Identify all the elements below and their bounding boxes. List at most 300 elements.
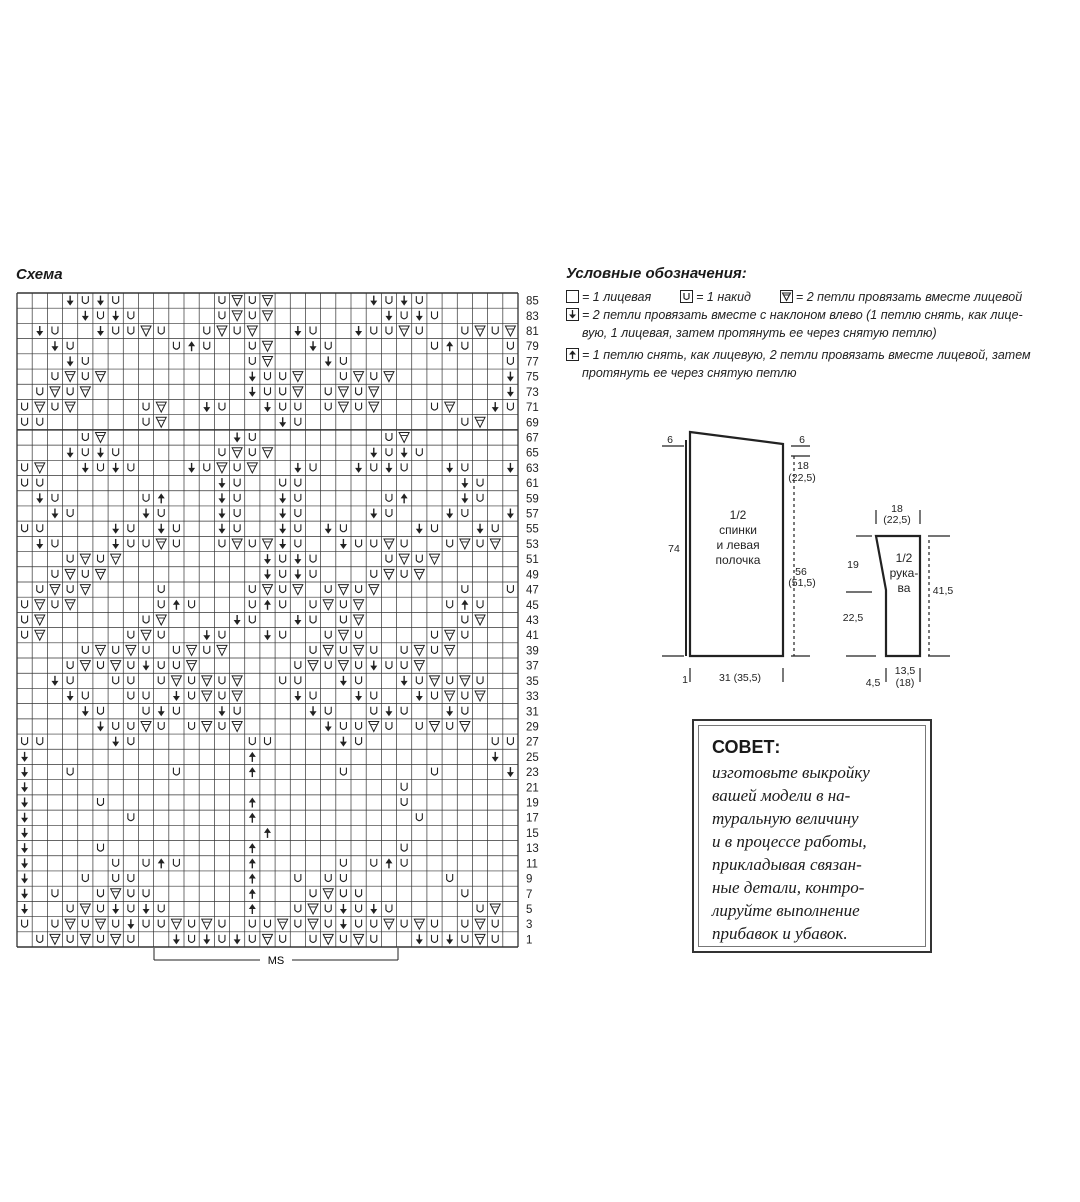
- legend-yarn-over-text: = 1 накид: [696, 290, 751, 304]
- sleeve-dim-cuff-alt: (18): [895, 677, 915, 689]
- skp-down-arrow-mark: [21, 843, 28, 853]
- yarn-over-mark: [371, 920, 377, 928]
- skp-down-arrow-mark: [264, 630, 271, 640]
- yarn-over-mark: [98, 935, 104, 943]
- yarn-over-mark: [325, 631, 331, 639]
- yarn-over-mark: [98, 463, 104, 471]
- yarn-over-mark: [158, 509, 164, 517]
- k2tog-mark: [354, 372, 364, 382]
- yarn-over-mark: [462, 920, 468, 928]
- tip-heading: СОВЕТ:: [712, 737, 781, 757]
- k2tog-mark: [65, 569, 75, 579]
- row-number-label: 23: [526, 767, 539, 780]
- yarn-over-mark: [173, 539, 179, 547]
- back-dim-shoulder-alt: (22,5): [788, 472, 816, 484]
- yarn-over-mark: [507, 737, 513, 745]
- yarn-over-mark: [507, 585, 513, 593]
- skp-down-arrow-mark: [492, 752, 499, 762]
- yarn-over-mark: [401, 707, 407, 715]
- yarn-over-mark: [128, 661, 134, 669]
- tip-line: вашей модели в на-: [712, 786, 851, 805]
- k2tog-mark: [384, 569, 394, 579]
- skp-down-arrow-mark: [294, 615, 301, 625]
- cdd-up-arrow-mark: [461, 600, 468, 610]
- yarn-over-mark: [386, 494, 392, 502]
- k2tog-mark: [414, 645, 424, 655]
- skp-down-arrow-mark: [340, 904, 347, 914]
- skp-down-arrow-mark: [21, 828, 28, 838]
- k2tog-mark: [323, 600, 333, 610]
- k2tog-mark: [338, 387, 348, 397]
- yarn-over-mark: [173, 768, 179, 776]
- skp-down-arrow-mark: [36, 326, 43, 336]
- k2tog-mark: [156, 539, 166, 549]
- skp-down-arrow-mark: [112, 539, 119, 549]
- yarn-over-mark: [416, 722, 422, 730]
- skp-down-arrow-mark: [21, 752, 28, 762]
- skp-down-arrow-mark: [234, 934, 241, 944]
- k2tog-mark: [156, 402, 166, 412]
- k2tog-mark: [263, 934, 273, 944]
- yarn-over-mark: [356, 631, 362, 639]
- yarn-over-mark: [401, 844, 407, 852]
- tip-box: [692, 719, 932, 953]
- yarn-over-mark: [82, 372, 88, 380]
- yarn-over-mark: [310, 600, 316, 608]
- cdd-up-arrow-mark: [249, 752, 256, 762]
- k2tog-mark: [445, 691, 455, 701]
- yarn-over-mark: [401, 783, 407, 791]
- k2tog-mark: [247, 326, 257, 336]
- yarn-over-mark: [462, 631, 468, 639]
- legend-skp-text-1: = 2 петли провязать вместе с наклоном влево (1 петлю снять, как лице-: [582, 308, 1023, 322]
- skp-down-arrow-mark: [279, 493, 286, 503]
- yarn-over-mark: [401, 539, 407, 547]
- yarn-over-mark: [82, 296, 88, 304]
- yarn-over-mark: [249, 920, 255, 928]
- yarn-over-mark: [295, 676, 301, 684]
- skp-down-arrow-mark: [97, 721, 104, 731]
- yarn-over-mark: [280, 372, 286, 380]
- yarn-over-mark: [356, 889, 362, 897]
- legend-k2tog-text: = 2 петли провязать вместе лицевой: [795, 290, 1023, 304]
- skp-down-arrow-mark: [51, 676, 58, 686]
- k2tog-mark: [111, 934, 121, 944]
- yarn-over-mark: [295, 418, 301, 426]
- yarn-over-mark: [128, 463, 134, 471]
- skp-down-arrow-mark: [112, 311, 119, 321]
- yarn-over-mark: [219, 296, 225, 304]
- row-number-label: 85: [526, 295, 539, 308]
- yarn-over-mark: [340, 357, 346, 365]
- yarn-over-mark: [462, 463, 468, 471]
- yarn-over-mark: [462, 509, 468, 517]
- yarn-over-mark: [158, 631, 164, 639]
- yarn-over-mark: [280, 570, 286, 578]
- yarn-over-mark: [67, 904, 73, 912]
- skp-down-arrow-mark: [355, 326, 362, 336]
- yarn-over-mark: [22, 479, 28, 487]
- yarn-over-mark: [477, 676, 483, 684]
- yarn-over-mark: [158, 327, 164, 335]
- row-number-label: 43: [526, 615, 539, 627]
- yarn-over-mark: [386, 433, 392, 441]
- yarn-over-mark: [265, 387, 271, 395]
- yarn-over-mark: [432, 631, 438, 639]
- yarn-over-mark: [22, 600, 28, 608]
- skp-down-arrow-mark: [203, 630, 210, 640]
- yarn-over-mark: [82, 874, 88, 882]
- legend-row-3: [566, 346, 1031, 364]
- chart-title: Схема: [16, 266, 63, 283]
- yarn-over-mark: [401, 570, 407, 578]
- yarn-over-mark: [204, 463, 210, 471]
- skp-down-arrow-mark: [21, 798, 28, 808]
- row-number-label: 29: [526, 721, 539, 734]
- back-dim-shoulder: 18: [797, 460, 809, 472]
- skp-down-arrow-mark: [340, 539, 347, 549]
- yarn-over-mark: [356, 904, 362, 912]
- yarn-over-mark: [67, 509, 73, 517]
- yarn-over-mark: [492, 737, 498, 745]
- k2tog-mark: [263, 356, 273, 366]
- k2tog-mark: [475, 919, 485, 929]
- yarn-over-mark: [128, 676, 134, 684]
- row-number-label: 37: [526, 660, 539, 673]
- k2tog-mark: [323, 889, 333, 899]
- yarn-over-mark: [22, 616, 28, 624]
- yarn-over-mark: [371, 327, 377, 335]
- legend-knit-text: = 1 лицевая: [582, 290, 652, 304]
- k2tog-mark: [111, 661, 121, 671]
- chart-grid: [17, 293, 518, 947]
- yarn-over-mark: [280, 676, 286, 684]
- yarn-over-mark: [371, 463, 377, 471]
- yarn-over-mark: [219, 403, 225, 411]
- yarn-over-mark: [401, 311, 407, 319]
- yarn-over-mark: [37, 418, 43, 426]
- yarn-over-mark: [189, 935, 195, 943]
- yarn-over-mark: [82, 570, 88, 578]
- yarn-over-mark: [219, 935, 225, 943]
- k2tog-mark: [384, 919, 394, 929]
- skp-down-arrow-mark: [158, 524, 165, 534]
- k2tog-mark: [111, 554, 121, 564]
- k2tog-mark: [126, 645, 136, 655]
- sleeve-piece-label: 1/2 рука- ва: [889, 551, 919, 595]
- k2tog-mark: [369, 721, 379, 731]
- k2tog-mark: [263, 539, 273, 549]
- sleeve-dim-cuff: 13,5: [894, 665, 916, 677]
- cdd-up-arrow-mark: [249, 874, 256, 884]
- yarn-over-mark: [67, 935, 73, 943]
- yarn-over-mark: [249, 616, 255, 624]
- yarn-over-mark: [98, 904, 104, 912]
- yarn-over-mark: [507, 403, 513, 411]
- k2tog-mark: [202, 721, 212, 731]
- k2tog-mark: [202, 691, 212, 701]
- yarn-over-mark: [234, 509, 240, 517]
- cdd-up-arrow-mark: [249, 767, 256, 777]
- row-number-label: 7: [526, 888, 533, 901]
- yarn-over-mark: [113, 859, 119, 867]
- yarn-over-mark: [128, 904, 134, 912]
- k2tog-mark: [399, 554, 409, 564]
- k2tog-mark: [65, 402, 75, 412]
- row-number-label: 65: [526, 447, 539, 460]
- k2tog-mark: [445, 645, 455, 655]
- k2tog-mark: [50, 387, 60, 397]
- yarn-over-mark: [310, 555, 316, 563]
- skp-down-arrow-mark: [401, 448, 408, 458]
- yarn-over-mark: [310, 570, 316, 578]
- k2tog-mark: [445, 402, 455, 412]
- yarn-over-mark: [432, 646, 438, 654]
- yarn-over-mark: [98, 889, 104, 897]
- k2tog-mark: [141, 721, 151, 731]
- k2tog-mark: [80, 661, 90, 671]
- yarn-over-mark: [432, 920, 438, 928]
- skp-down-arrow-mark: [294, 691, 301, 701]
- skp-down-arrow-mark: [325, 356, 332, 366]
- tip-line: туральную величину: [712, 809, 859, 828]
- yarn-over-mark: [295, 920, 301, 928]
- skp-down-arrow-mark: [401, 296, 408, 306]
- k2tog-mark: [475, 417, 485, 427]
- skp-down-arrow-mark: [21, 813, 28, 823]
- yarn-over-mark: [280, 600, 286, 608]
- k2tog-mark: [156, 417, 166, 427]
- k2tog-mark: [399, 326, 409, 336]
- skp-down-arrow-mark: [279, 524, 286, 534]
- row-number-label: 11: [526, 858, 538, 871]
- tip-line: прибавок и убавок.: [712, 924, 848, 943]
- k2tog-mark: [338, 585, 348, 595]
- yarn-over-mark: [37, 387, 43, 395]
- yarn-over-mark: [37, 935, 43, 943]
- yarn-over-mark: [173, 524, 179, 532]
- yarn-over-mark: [371, 935, 377, 943]
- yarn-over-mark: [295, 403, 301, 411]
- yarn-over-mark: [22, 463, 28, 471]
- row-number-label: 25: [526, 751, 539, 764]
- k2tog-mark: [475, 615, 485, 625]
- yarn-over-mark: [98, 844, 104, 852]
- legend-row-1: [566, 288, 1022, 306]
- yarn-over-mark: [143, 616, 149, 624]
- yarn-over-mark: [98, 311, 104, 319]
- cdd-up-arrow-mark: [401, 493, 408, 503]
- cdd-up-arrow-mark: [158, 493, 165, 503]
- yarn-over-mark: [82, 433, 88, 441]
- yarn-over-mark: [295, 494, 301, 502]
- row-number-label: 59: [526, 493, 539, 506]
- k2tog-mark: [490, 539, 500, 549]
- skp-down-arrow-mark: [82, 311, 89, 321]
- yarn-over-mark: [158, 661, 164, 669]
- k2tog-mark: [141, 326, 151, 336]
- yarn-over-mark: [128, 692, 134, 700]
- skp-down-arrow-mark: [340, 919, 347, 929]
- k2tog-mark: [354, 645, 364, 655]
- yarn-over-mark: [416, 448, 422, 456]
- k2tog-mark: [80, 934, 90, 944]
- yarn-over-mark: [310, 646, 316, 654]
- yarn-over-mark: [249, 433, 255, 441]
- k2tog-mark: [308, 661, 318, 671]
- cdd-up-arrow-mark: [249, 798, 256, 808]
- k2tog-mark: [293, 585, 303, 595]
- yarn-over-mark: [189, 920, 195, 928]
- yarn-over-mark: [52, 570, 58, 578]
- yarn-over-mark: [280, 631, 286, 639]
- yarn-over-mark: [310, 935, 316, 943]
- yarn-over-mark: [477, 904, 483, 912]
- row-number-label: 1: [526, 934, 533, 947]
- skp-down-arrow-mark: [218, 478, 225, 488]
- yarn-over-mark: [113, 448, 119, 456]
- yarn-over-mark: [325, 342, 331, 350]
- yarn-over-mark: [325, 874, 331, 882]
- row-number-label: 67: [526, 432, 539, 445]
- yarn-over-mark: [143, 494, 149, 502]
- k2tog-mark: [217, 463, 227, 473]
- skp-down-arrow-mark: [36, 493, 43, 503]
- yarn-over-mark: [22, 920, 28, 928]
- skp-down-arrow-mark: [21, 782, 28, 792]
- yarn-over-mark: [356, 387, 362, 395]
- yarn-over-mark: [386, 661, 392, 669]
- k2tog-mark: [96, 372, 106, 382]
- yarn-over-mark: [432, 342, 438, 350]
- skp-down-arrow-mark: [97, 326, 104, 336]
- row-number-label: 81: [526, 326, 539, 339]
- k2tog-mark: [445, 630, 455, 640]
- cdd-up-arrow-mark: [158, 858, 165, 868]
- row-number-label: 49: [526, 569, 539, 582]
- skp-down-arrow-mark: [370, 448, 377, 458]
- tip-line: прикладывая связан-: [712, 855, 862, 874]
- yarn-over-mark: [158, 676, 164, 684]
- cdd-up-arrow-mark: [249, 904, 256, 914]
- k2tog-mark: [111, 889, 121, 899]
- yarn-over-mark: [113, 722, 119, 730]
- row-number-label: 21: [526, 782, 539, 795]
- k2tog-mark: [217, 645, 227, 655]
- yarn-over-mark: [128, 813, 134, 821]
- yarn-over-mark: [67, 661, 73, 669]
- row-number-label: 27: [526, 736, 539, 749]
- k2tog-mark: [278, 919, 288, 929]
- k2tog-mark: [323, 645, 333, 655]
- skp-down-arrow-mark: [370, 509, 377, 519]
- k2tog-mark: [50, 585, 60, 595]
- k2tog-mark: [80, 904, 90, 914]
- yarn-over-mark: [340, 874, 346, 882]
- yarn-over-mark: [432, 403, 438, 411]
- yarn-over-mark: [128, 631, 134, 639]
- cdd-up-arrow-mark: [446, 341, 453, 351]
- yarn-over-mark: [249, 311, 255, 319]
- yarn-over-mark: [189, 676, 195, 684]
- tip-line: лируйте выполнение: [712, 901, 860, 920]
- yarn-over-mark: [22, 524, 28, 532]
- yarn-over-mark: [52, 403, 58, 411]
- k2tog-symbol-icon: [780, 290, 793, 303]
- skp-down-arrow-mark: [21, 767, 28, 777]
- yarn-over-mark: [356, 539, 362, 547]
- yarn-over-mark: [280, 387, 286, 395]
- cdd-up-arrow-mark: [264, 828, 271, 838]
- row-number-label: 39: [526, 645, 539, 658]
- skp-down-arrow-mark: [279, 539, 286, 549]
- yarn-over-mark: [67, 555, 73, 563]
- ms-bracket: [154, 948, 398, 967]
- k2tog-mark: [308, 919, 318, 929]
- yarn-over-mark: [295, 479, 301, 487]
- skp-down-arrow-mark: [218, 493, 225, 503]
- yarn-over-mark: [234, 479, 240, 487]
- skp-down-arrow-mark: [218, 706, 225, 716]
- yarn-over-mark: [371, 859, 377, 867]
- k2tog-mark: [354, 934, 364, 944]
- k2tog-mark: [399, 432, 409, 442]
- yarn-over-mark: [234, 327, 240, 335]
- yarn-over-mark: [249, 539, 255, 547]
- row-number-label: 47: [526, 584, 539, 597]
- skp-down-arrow-mark: [249, 372, 256, 382]
- yarn-over-mark: [143, 403, 149, 411]
- k2tog-mark: [202, 676, 212, 686]
- yarn-over-mark: [173, 646, 179, 654]
- row-number-label: 15: [526, 827, 539, 840]
- up-arrow-symbol-icon: [566, 348, 579, 361]
- row-number-label: 13: [526, 843, 539, 856]
- yarn-over-mark: [173, 707, 179, 715]
- yarn-over-mark: [37, 585, 43, 593]
- cdd-up-arrow-mark: [264, 600, 271, 610]
- skp-down-arrow-mark: [97, 448, 104, 458]
- chart-symbols: [21, 296, 515, 945]
- yarn-over-mark: [325, 403, 331, 411]
- yarn-over-mark: [249, 585, 255, 593]
- cdd-up-arrow-mark: [249, 858, 256, 868]
- skp-down-arrow-mark: [82, 706, 89, 716]
- yarn-over-mark: [67, 585, 73, 593]
- yarn-over-mark: [356, 661, 362, 669]
- tip-line: и в процессе работы,: [712, 832, 867, 851]
- yarn-over-mark: [325, 661, 331, 669]
- yarn-over-mark: [386, 296, 392, 304]
- yarn-over-mark: [447, 600, 453, 608]
- k2tog-mark: [232, 676, 242, 686]
- skp-down-arrow-mark: [446, 706, 453, 716]
- legend-cdd-text-2: протянуть ее через снятую петлю: [582, 366, 797, 380]
- yarn-over-mark: [340, 524, 346, 532]
- k2tog-mark: [505, 326, 515, 336]
- yarn-over-mark: [492, 920, 498, 928]
- yarn-over-mark: [295, 524, 301, 532]
- skp-down-arrow-mark: [97, 296, 104, 306]
- yarn-over-mark: [507, 357, 513, 365]
- skp-down-arrow-mark: [446, 509, 453, 519]
- k2tog-mark: [35, 402, 45, 412]
- yarn-over-mark: [295, 661, 301, 669]
- skp-down-arrow-mark: [294, 326, 301, 336]
- k2tog-mark: [323, 934, 333, 944]
- yarn-over-mark: [492, 524, 498, 532]
- k2tog-mark: [430, 721, 440, 731]
